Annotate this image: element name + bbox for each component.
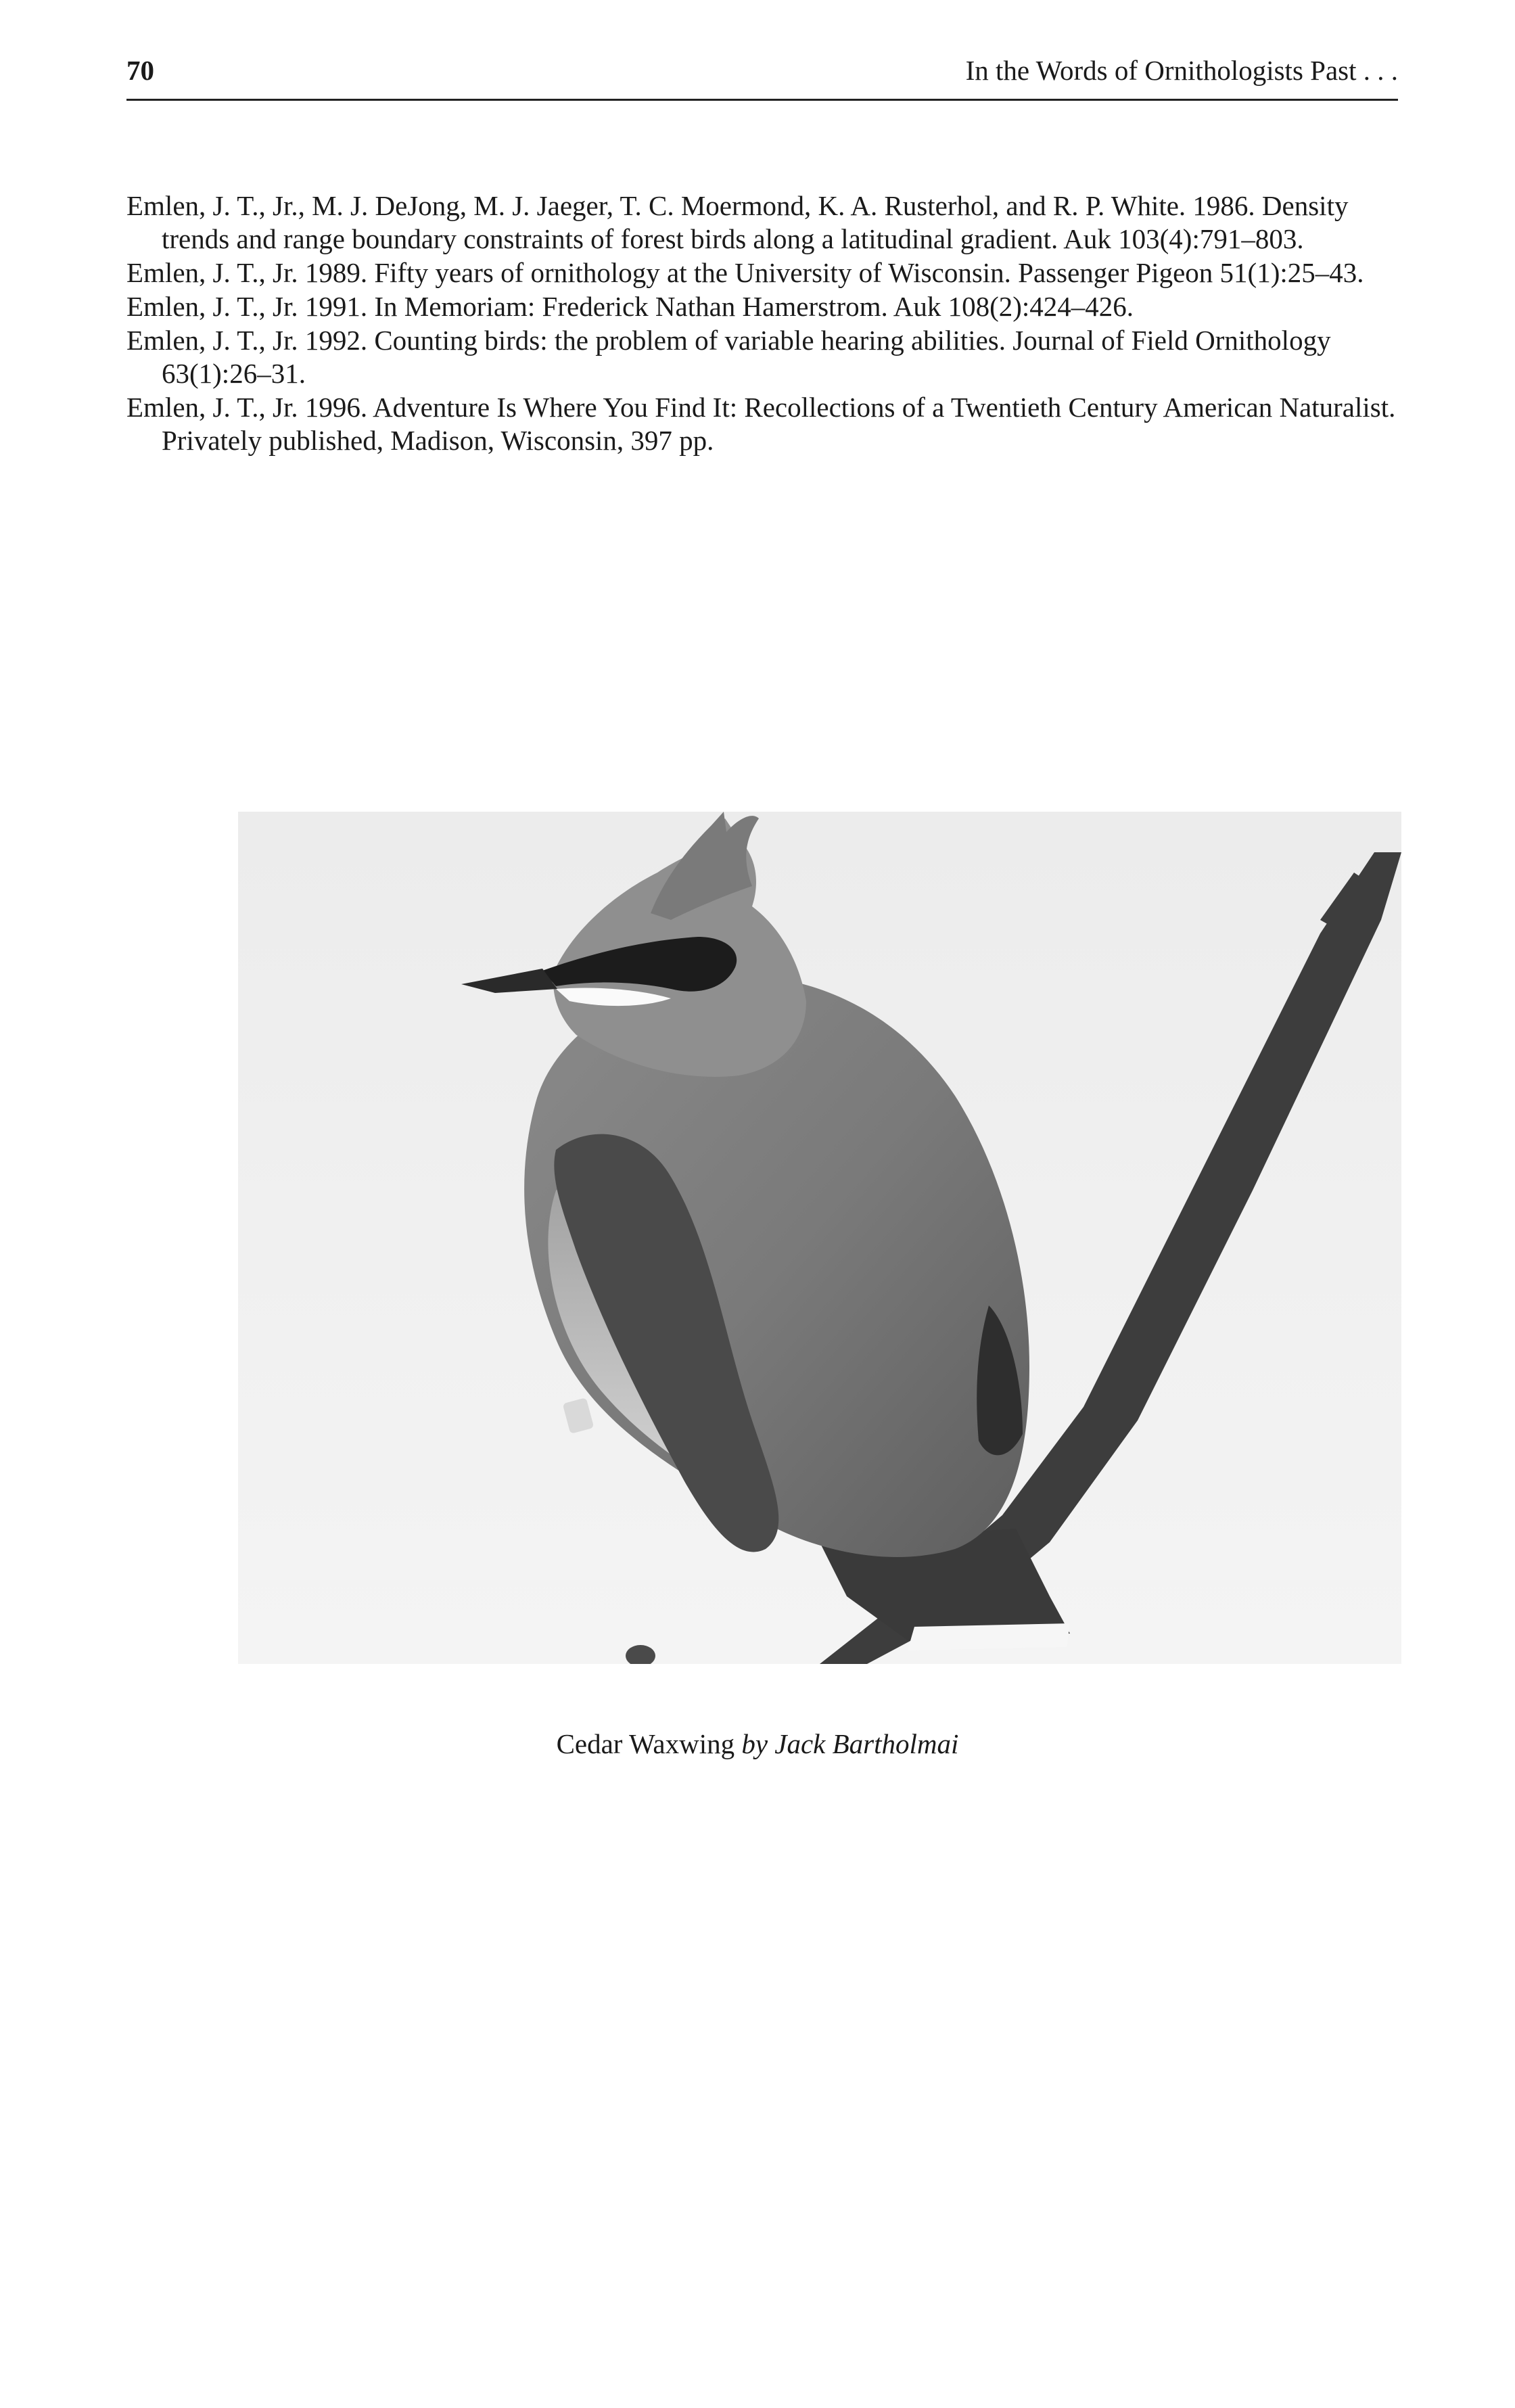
bird-illustration [238,812,1401,1664]
reference-entry: Emlen, J. T., Jr. 1989. Fifty years of ornithology at the University of Wisconsin. Passenger Pigeon 51(1):25–43. [126,257,1364,288]
reference-entry: Emlen, J. T., Jr. 1996. Adventure Is Where You Find It: Recollections of a Twentieth Century American Naturalist. Privately published, Madison, Wisconsin, 397 pp. [126,392,1396,456]
reference-entry: Emlen, J. T., Jr. 1992. Counting birds: the problem of variable hearing abilities. Journal of Field Ornithology 63(1):26–31. [126,325,1331,389]
caption-title: Cedar Waxwing [556,1728,735,1759]
caption-credit: by Jack Bartholmai [741,1728,959,1759]
reference-list [126,189,1398,458]
reference-entry: Emlen, J. T., Jr. 1991. In Memoriam: Frederick Nathan Hamerstrom. Auk 108(2):424–426. [126,291,1134,322]
tail-tip [908,1623,1070,1650]
page-number: 70 [126,55,154,86]
figure-caption [0,1730,1515,1758]
header-rule [126,99,1398,101]
running-head: In the Words of Ornithologists Past . . . [965,55,1398,86]
cedar-waxwing-photo [238,812,1401,1664]
reference-entry: Emlen, J. T., Jr., M. J. DeJong, M. J. Jaeger, T. C. Moermond, K. A. Rusterhol, and R. P. White. 1986. Density trends and range boundary constraints of forest birds along a latitudinal gradient. Auk 103(4):791–803. [126,190,1349,254]
